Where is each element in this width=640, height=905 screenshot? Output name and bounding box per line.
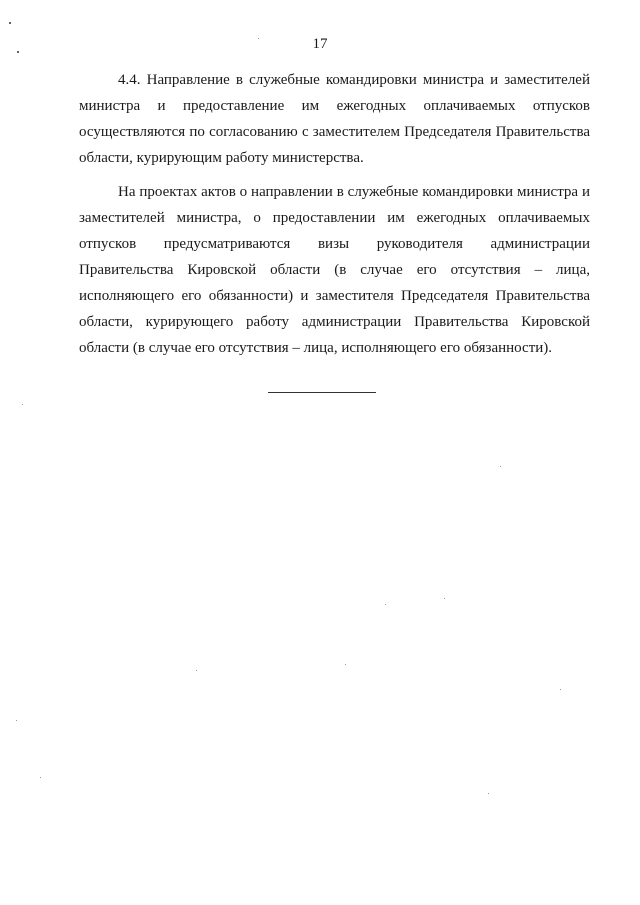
- paragraph-spacer: [79, 171, 590, 179]
- text-line: На проектах актов о направлении в служебные командировки министра и: [118, 184, 590, 200]
- scan-dot: [40, 777, 41, 778]
- text-line: исполняющего его обязанности) и заместителя Председателя Правительства: [79, 288, 590, 304]
- text-line: министра и предоставление им ежегодных оплачиваемых отпусков: [79, 98, 590, 114]
- scan-dot: [22, 404, 23, 405]
- text-line: области (в случае его отсутствия – лица, исполняющего его обязанности).: [79, 340, 553, 356]
- scan-speck: [9, 22, 11, 24]
- text-line: заместителей министра, о предоставлении им ежегодных оплачиваемых: [79, 210, 590, 226]
- paragraph-visas: [79, 179, 590, 361]
- scan-speck: [17, 51, 19, 53]
- paragraph-4-4: [79, 67, 590, 171]
- page-number: 17: [312, 36, 328, 52]
- scan-dot: [560, 689, 561, 690]
- scan-dot: [444, 598, 445, 599]
- scan-dot: [385, 604, 386, 605]
- text-line: области, курирующего работу администрации Правительства Кировской: [79, 314, 590, 330]
- scan-dot: [16, 720, 17, 721]
- document-body: [79, 67, 590, 361]
- text-line: осуществляются по согласованию с заместителем Председателя Правительства: [79, 124, 590, 140]
- text-line: Правительства Кировской области (в случае его отсутствия – лица,: [79, 262, 590, 278]
- scan-dot: [196, 670, 197, 671]
- scan-dot: [258, 38, 259, 39]
- text-line: отпусков предусматриваются визы руководителя администрации: [79, 236, 590, 252]
- text-line: 4.4. Направление в служебные командировки министра и заместителей: [118, 72, 590, 88]
- end-of-text-rule: [268, 392, 376, 393]
- scan-dot: [345, 664, 346, 665]
- text-line: области, курирующим работу министерства.: [79, 150, 364, 166]
- scan-dot: [488, 793, 489, 794]
- scan-dot: [500, 466, 501, 467]
